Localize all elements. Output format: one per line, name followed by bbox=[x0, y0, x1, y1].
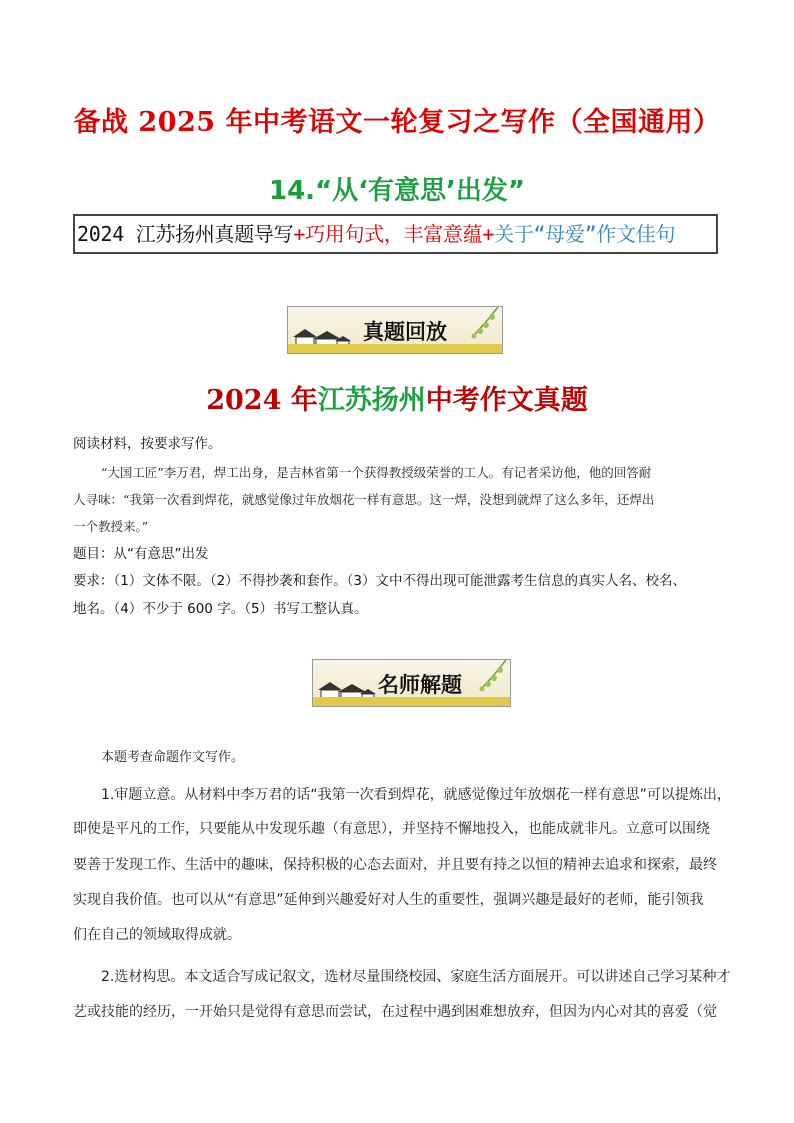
analysis-p1-line-1: 1.审题立意。从材料中李万君的话“我第一次看到焊花，就感觉像过年放烟花一样有意思”可以提炼出， bbox=[101, 787, 731, 803]
analysis-intro: 本题考查命题作文写作。 bbox=[101, 750, 245, 765]
willow-icon bbox=[474, 660, 508, 700]
prompt-material-line-2: 人寻味：“我第一次看到焊花，就感觉像过年放烟花一样有意思。这一焊，没想到就焊了这么多年，还焊出 bbox=[73, 492, 655, 507]
analysis-p1-line-3: 要善于发现工作、生活中的趣味，保持积极的心态去面对，并且要有持之以恒的精神去追求和探索，最终 bbox=[73, 857, 717, 873]
prompt-material-line-1: “大国工匠”李万君，焊工出身，是吉林省第一个获得教授级荣誉的工人。有记者采访他，他的回答耐 bbox=[101, 465, 652, 480]
section-title-year: 2024 年 bbox=[206, 385, 318, 416]
banner-frame bbox=[287, 306, 503, 354]
topic-plus-2: + bbox=[482, 222, 495, 246]
prompt-requirements-line-1: 要求：（1）文体不限。（2）不得抄袭和套作。（3）文中不得出现可能泄露考生信息的真实人名、校名、 bbox=[73, 573, 687, 589]
banner-real-exam bbox=[0, 306, 794, 356]
sub-title: 14.“从‘有意思’出发” bbox=[269, 176, 525, 206]
prompt-instruction: 阅读材料，按要求写作。 bbox=[73, 436, 222, 452]
prompt-requirements-line-2: 地名。（4）不少于 600 字。（5）书写工整认真。 bbox=[73, 601, 368, 617]
analysis-p1-line-2: 即使是平凡的工作，只要能从中发现乐趣（有意思），并坚持不懈地投入，也能成就非凡。立意可以围绕 bbox=[73, 821, 710, 837]
main-title: 备战 2025 年中考语文一轮复习之写作（全国通用） bbox=[73, 107, 721, 138]
section-title bbox=[0, 378, 794, 417]
prompt-topic: 题目：从“有意思”出发 bbox=[73, 546, 209, 562]
willow-icon bbox=[466, 307, 500, 347]
banner-label-teacher-analysis: 名师解题 bbox=[378, 673, 462, 697]
topic-plus-1: + bbox=[293, 222, 306, 246]
banner-teacher-analysis bbox=[0, 659, 794, 709]
prompt-material-line-3: 一个教授来。” bbox=[73, 519, 149, 534]
banner-label-real-exam: 真题回放 bbox=[363, 320, 447, 344]
section-title-rest: 中考作文真题 bbox=[425, 385, 588, 416]
topic-line-box bbox=[73, 214, 718, 254]
topic-part-3: 关于“母爱”作文佳句 bbox=[494, 222, 676, 246]
analysis-p1-line-5: 们在自己的领域取得成就。 bbox=[73, 927, 241, 943]
topic-part-2: 巧用句式，丰富意蕴 bbox=[305, 222, 483, 246]
analysis-p1-line-4: 实现自我价值。也可以从“有意思”延伸到兴趣爱好对人生的重要性，强调兴趣是最好的老师，能引领我 bbox=[73, 892, 704, 908]
analysis-p2-line-1: 2.选材构思。本文适合写成记叙文，选材尽量围绕校园、家庭生活方面展开。可以讲述自己学习某种才 bbox=[101, 969, 731, 985]
topic-part-1: 2024 江苏扬州真题导写 bbox=[77, 222, 294, 246]
analysis-p2-line-2: 艺或技能的经历，一开始只是觉得有意思而尝试，在过程中遇到困难想放弃，但因为内心对其的喜爱（觉 bbox=[73, 1004, 717, 1020]
section-title-place: 江苏扬州 bbox=[317, 385, 426, 416]
banner-frame bbox=[312, 659, 511, 707]
